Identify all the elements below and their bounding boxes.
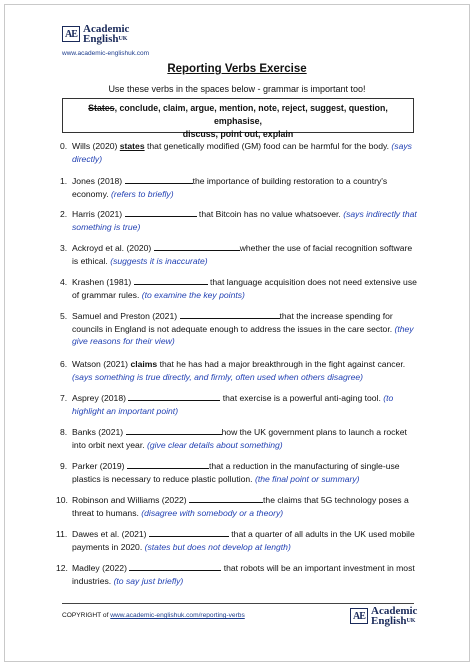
ae-logo-icon: AE xyxy=(350,608,368,624)
academic-english-logo-footer xyxy=(350,606,417,626)
hint-text: (give clear details about something) xyxy=(147,439,283,450)
example-verb: claims xyxy=(130,359,158,369)
hint-text: (says something is true directly, and firmly, often used when others disagree) xyxy=(72,371,364,382)
exercise-item-4: 4. Krashen (1981) that language acquisition does not need extensive use of grammar rules. (to examine the key points) xyxy=(60,277,417,300)
exercise-item-0: 0. Wills (2020) states that genetically modified (GM) food can be harmful for the body. (says directly) xyxy=(60,141,412,164)
exercise-item-7: 7. Asprey (2018) that exercise is a powerful anti-aging tool. (to highlight an important point) xyxy=(60,393,394,416)
hint-text: (to examine the key points) xyxy=(141,289,245,300)
exercise-item-9: 9. Parker (2019) that a reduction in the manufacturing of single-use plastics is necessary to reduce plastic pollution. (the final point or summary) xyxy=(60,461,400,484)
copyright-link[interactable]: www.academic-englishuk.com/reporting-verbs xyxy=(110,612,245,619)
logo-line1: Academic xyxy=(371,605,418,617)
hint-text: (disagree with somebody or a theory) xyxy=(141,507,284,518)
logo-line2: English xyxy=(83,33,119,45)
hint-text: (states but does not develop at length) xyxy=(144,541,291,552)
verb-list-box xyxy=(62,98,414,139)
answer-blank[interactable] xyxy=(189,494,263,503)
verb-list-line2: discuss, point out, explain xyxy=(182,129,294,139)
copyright-notice: COPYRIGHT of www.academic-englishuk.com/reporting-verbs xyxy=(62,612,245,619)
answer-blank[interactable] xyxy=(180,310,280,319)
hint-text: (suggests it is inaccurate) xyxy=(110,255,208,266)
hint-text: (they give reasons for their view) xyxy=(72,323,414,346)
exercise-item-1: 1. Jones (2018) the importance of building restoration to a country's economy. (refers to briefly) xyxy=(60,176,388,199)
site-url[interactable]: www.academic-englishuk.com xyxy=(62,50,150,57)
page-title: Reporting Verbs Exercise xyxy=(167,63,307,75)
hint-text: (to say just briefly) xyxy=(113,575,184,586)
answer-blank[interactable] xyxy=(125,175,193,184)
struck-verb: States xyxy=(88,103,115,113)
verb-list-line1: , conclude, claim, argue, mention, note, reject, suggest, question, emphasise, xyxy=(114,103,388,126)
answer-blank[interactable] xyxy=(149,528,229,537)
exercise-item-6: 6. Watson (2021) claims that he has had a major breakthrough in the fight against cancer. (says something is true directly, and firmly, often used when others disagree) xyxy=(60,359,406,382)
hint-text: (says indirectly that something is true) xyxy=(72,209,417,232)
exercise-item-2: 2. Harris (2021) that Bitcoin has no value whatsoever. (says indirectly that something is true) xyxy=(60,209,417,232)
answer-blank[interactable] xyxy=(125,208,197,217)
logo-line2: English xyxy=(371,615,407,627)
exercise-item-5: 5. Samuel and Preston (2021) that the increase spending for councils in England is not adequate enough to address the issues in the care sector. (they give reasons for their view) xyxy=(60,311,414,346)
answer-blank[interactable] xyxy=(126,426,222,435)
example-verb: states xyxy=(119,141,145,151)
exercise-item-3: 3. Ackroyd et al. (2020) whether the use of facial recognition software is ethical. (suggests it is inaccurate) xyxy=(60,243,413,266)
ae-logo-icon: AE xyxy=(62,26,80,42)
exercise-item-12: 12. Madley (2022) that robots will be an important investment in most industries. (to say just briefly) xyxy=(56,563,415,586)
instructions: Use these verbs in the spaces below - grammar is important too! xyxy=(108,84,366,94)
hint-text: (to highlight an important point) xyxy=(72,393,394,416)
exercise-item-10: 10. Robinson and Williams (2022) the claims that 5G technology poses a threat to humans. (disagree with somebody or a theory) xyxy=(56,495,409,518)
hint-text: (refers to briefly) xyxy=(111,188,174,199)
answer-blank[interactable] xyxy=(129,562,221,571)
answer-blank[interactable] xyxy=(128,392,220,401)
hint-text: (the final point or summary) xyxy=(254,473,360,484)
exercise-item-8: 8. Banks (2021) how the UK government plans to launch a rocket into orbit next year. (give clear details about something) xyxy=(60,427,407,450)
logo-sup: UK xyxy=(118,36,128,42)
logo-sup: UK xyxy=(406,618,416,624)
hint-text: (says directly) xyxy=(72,141,412,164)
footer-divider xyxy=(62,603,414,604)
answer-blank[interactable] xyxy=(134,276,208,285)
answer-blank[interactable] xyxy=(154,242,240,251)
answer-blank[interactable] xyxy=(127,460,209,469)
academic-english-logo xyxy=(62,24,129,44)
exercise-item-11: 11. Dawes et al. (2021) that a quarter of all adults in the UK used mobile payments in 2020. (states but does not develop at length) xyxy=(56,529,415,552)
logo-line1: Academic xyxy=(83,23,130,35)
